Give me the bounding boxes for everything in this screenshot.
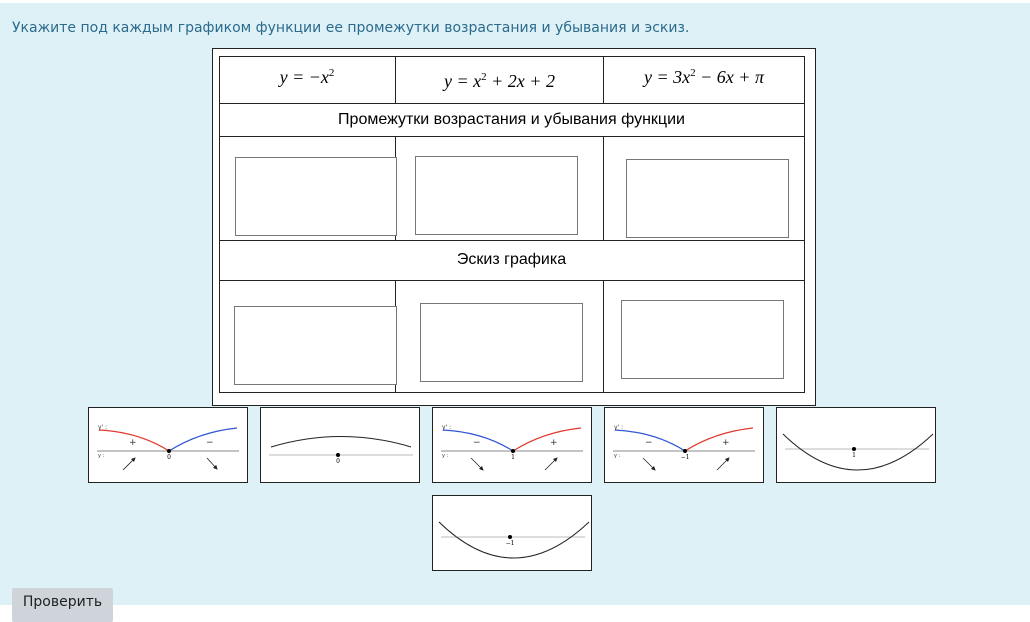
tile-figure <box>261 408 421 484</box>
left-sign: − <box>473 438 481 448</box>
tile-figure <box>777 408 937 484</box>
right-sign: + <box>722 438 730 448</box>
draggable-tile-2[interactable] <box>260 407 420 483</box>
decrease-arrow-icon <box>207 458 217 469</box>
left-sign: + <box>129 438 137 448</box>
y-label: y : <box>614 453 621 459</box>
answer-table <box>212 48 816 406</box>
dropzone-sketch-2[interactable] <box>420 303 583 382</box>
draggable-tile-5[interactable] <box>776 407 936 483</box>
derivative-right-arc <box>513 428 581 451</box>
section-sketch-heading: Эскиз графика <box>456 251 567 268</box>
check-button[interactable]: Проверить <box>12 588 113 622</box>
increase-arrow-icon <box>717 458 729 470</box>
dropzone-intervals-1[interactable] <box>235 157 397 236</box>
formula-3: $y = 3x^2 - 6x + \pi$ <box>644 67 764 87</box>
left-sign: − <box>645 438 653 448</box>
yprime-label: y' : <box>614 424 624 431</box>
dropzone-intervals-3[interactable] <box>626 159 789 238</box>
vertex-label: 0 <box>336 458 340 465</box>
decrease-arrow-icon <box>471 458 483 470</box>
decrease-arrow-icon <box>643 458 655 470</box>
y-label: y : <box>98 453 105 459</box>
critical-point-label: 1 <box>511 454 515 461</box>
yprime-label: y' : <box>98 424 108 431</box>
tile-figure <box>605 408 765 484</box>
critical-point-label: 0 <box>167 454 171 461</box>
draggable-tile-4[interactable] <box>604 407 764 483</box>
dropzone-intervals-2[interactable] <box>415 156 578 235</box>
formula-1: $y = -x^2$ <box>279 67 335 87</box>
draggable-tile-1[interactable] <box>88 407 248 483</box>
question-panel <box>0 3 1030 610</box>
tile-figure <box>89 408 249 484</box>
draggable-tile-6[interactable] <box>432 495 592 571</box>
right-sign: + <box>550 438 558 448</box>
vertex-label: −1 <box>505 540 515 547</box>
formula-2: $y = x^2 + 2x + 2$ <box>444 71 555 91</box>
tile-figure <box>433 496 593 572</box>
derivative-right-arc <box>685 428 753 451</box>
y-label: y : <box>442 453 449 459</box>
parabola-down-curve <box>271 437 411 448</box>
tile-figure <box>433 408 593 484</box>
dropzone-sketch-3[interactable] <box>621 300 784 379</box>
yprime-label: y' : <box>442 424 452 431</box>
increase-arrow-icon <box>123 458 135 470</box>
derivative-right-arc <box>169 428 237 451</box>
question-text: Укажите под каждым графиком функции ее промежутки возрастания и убывания и эскиз. <box>12 20 690 36</box>
section-intervals-heading: Промежутки возрастания и убывания функции <box>338 111 685 128</box>
increase-arrow-icon <box>545 458 557 470</box>
dropzone-sketch-1[interactable] <box>234 306 397 385</box>
parabola-up-curve <box>783 434 933 470</box>
critical-point-label: −1 <box>680 454 690 461</box>
right-sign: − <box>206 438 214 448</box>
draggable-tile-3[interactable] <box>432 407 592 483</box>
vertex-label: 1 <box>852 452 856 459</box>
